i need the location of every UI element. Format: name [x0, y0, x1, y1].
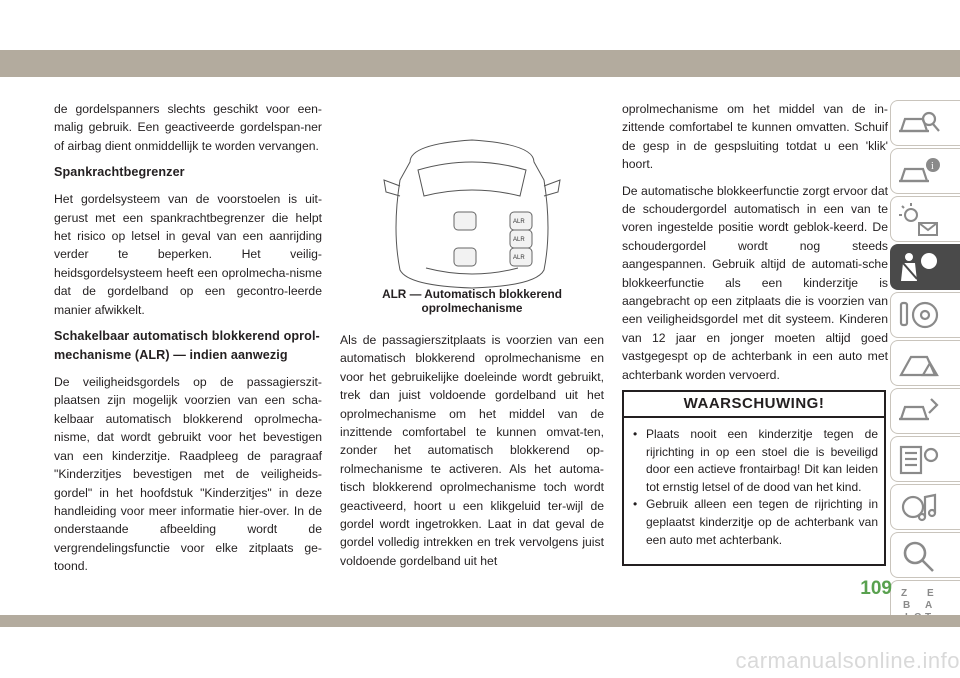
tab-specifications[interactable]	[890, 436, 960, 482]
specifications-gear-icon	[897, 441, 941, 479]
paragraph: Als de passagierszitplaats is voorzien van een automatisch blokkerend oprolmechanisme en voor het gebruikelijke doeleinde wordt gebruikt, trek dan juist voldoende gordelband uit het oprolmechanisme om het middel van de inzittende comfortabel te kunnen omvat-ten, zonder het automatisch blokkerend op-rolmechanisme te activeren. Als het automa-tisch blokkerend oprolmechanisme toch wordt geactiveerd, hoort u een klikgeluid ter-wijl de gordel wordt ingetrokken. Laat in dat geval de gordel volledig intrekken en trek vervolgens juist voldoende gordelband uit het	[340, 333, 604, 568]
car-info-icon	[897, 153, 941, 191]
seatbelt-airbag-icon	[897, 249, 941, 287]
key-steering-wheel-icon	[897, 297, 941, 335]
roadside-warning-icon	[897, 345, 941, 383]
watermark: carmanualsonline.info	[735, 648, 960, 673]
alr-seat-diagram	[340, 100, 604, 316]
seat-label: ALR	[513, 255, 525, 261]
column-left	[54, 100, 322, 576]
tab-key-steering[interactable]	[890, 292, 960, 338]
column-middle	[340, 331, 604, 570]
tab-roadside-warning[interactable]	[890, 340, 960, 386]
warning-title: WAARSCHUWING!	[624, 392, 884, 418]
seat-label: ALR	[513, 237, 525, 243]
warning-list	[624, 426, 884, 549]
tab-dashboard-lights[interactable]	[890, 196, 960, 242]
paragraph: De automatische blokkeerfunctie zorgt ervoor dat de schoudergordel automatisch in een van te voren ingestelde positie wordt geblok-keerd. De schoudergordel wordt nog steeds aangespannen. Gebruik altijd de automati-sche blokkeerfunctie als een kinderzitje is aangebracht op een zitplaats die is voorzien van een veiligheidsgordel met dit systeem. Kinderen van 12 jaar en jonger moeten altijd goed vastgegespt op de achterbank in een auto met achterbank worden vervoerd.	[622, 183, 888, 382]
paragraph: Het gordelsysteem van de voorstoelen is uit-gerust met een spankrachtbegrenzer die helpt het risico op letsel in geval van een aanrijding verder te beperken. Het veilig-heidsgordelsysteem heeft een oprolmecha-nisme dat de gordelband op een gecontro-leerde manier afwikkelt.	[54, 192, 322, 317]
index-search-icon	[897, 537, 941, 575]
warning-box	[622, 390, 886, 566]
warning-item: • Gebruik alleen een tegen de rijrichting in geplaatst kinderzitje op de achterbank van een auto met achterbank.	[646, 496, 878, 549]
dashboard-lights-icon	[897, 201, 941, 239]
top-band	[0, 50, 960, 77]
figure-caption: ALR — Automatisch blokkerend oprolmechanisme	[382, 287, 562, 315]
tab-multimedia[interactable]	[890, 484, 960, 530]
paragraph: de gordelspanners slechts geschikt voor een-malig gebruik. Een geactiveerde gordelspan-ner of airbag dient onmiddellijk te worden vervangen.	[54, 102, 322, 153]
tab-car-search[interactable]	[890, 100, 960, 146]
svg-text:i: i	[931, 161, 934, 172]
warning-item: • Plaats nooit een kinderzitje tegen de rijrichting in op een stoel die is beveiligd door een actieve frontairbag! Dit kan leiden tot ernstig letsel of de dood van het kind.	[646, 426, 878, 496]
tab-car-info[interactable]	[890, 148, 960, 194]
tab-seatbelt-airbag[interactable]	[890, 244, 960, 290]
index-letter: E	[927, 588, 934, 599]
tab-index-search[interactable]	[890, 532, 960, 578]
car-service-icon	[897, 393, 941, 431]
column-right	[622, 100, 888, 384]
multimedia-icon	[897, 489, 941, 527]
page-number: 109	[860, 578, 892, 599]
section-heading: Schakelbaar automatisch blokkerend oprol-mechanisme (ALR) — indien aanwezig	[54, 329, 320, 363]
seat-label: ALR	[513, 219, 525, 225]
paragraph: oprolmechanisme om het middel van de in-zittende comfortabel te kunnen omvatten. Schuif de gesp in de gespsluiting totdat u een 'klik' hoort.	[622, 102, 888, 172]
index-letter: A	[925, 600, 933, 611]
car-top-view-illustration	[340, 100, 604, 290]
car-search-icon	[897, 105, 941, 143]
paragraph: De veiligheidsgordels op de passagierszit-plaatsen zijn mogelijk voorzien van een scha-kelbaar automatisch blokkerend oprolmecha-nisme, dat wordt gebruikt voor het bevestigen van een kinderzitje. Raadpleeg de paragraaf "Kinderzitjes bevestigen met de veiligheids-gordel" in het hoofdstuk "Kinderzitjes" in deze handleiding voor meer informatie hier-over. In de onderstaande afbeelding wordt de vergrendelingsfunctie voor elke zitplaats ge-toond.	[54, 375, 322, 574]
tab-car-service[interactable]	[890, 388, 960, 434]
index-letter: Z	[901, 588, 908, 599]
bottom-band	[0, 615, 960, 627]
section-heading: Spankrachtbegrenzer	[54, 165, 185, 180]
index-letter: B	[903, 600, 911, 611]
